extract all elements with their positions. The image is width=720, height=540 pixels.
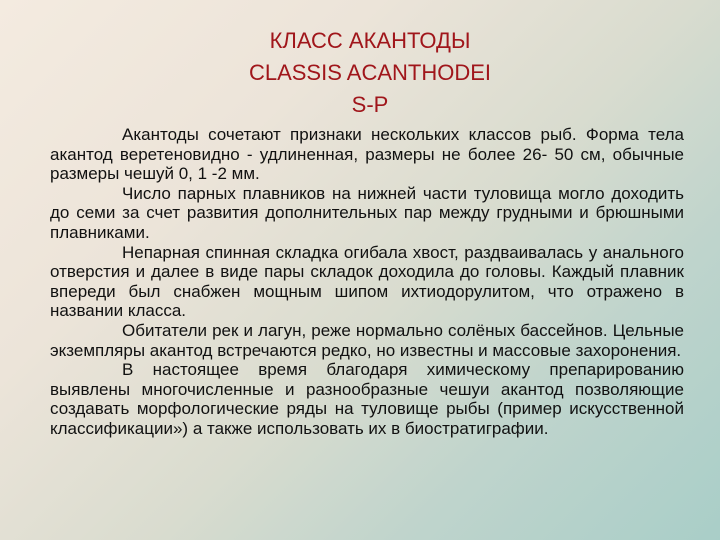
- slide-title: КЛАСС АКАНТОДЫ: [269, 28, 471, 53]
- paragraph-paired-fins: Число парных плавников на нижней части туловища могло доходить до семи за счет развития дополнительных пар между грудными и брюшными плавниками.: [50, 183, 684, 242]
- slide-body: [50, 125, 684, 439]
- paragraph-habitat: Обитатели рек и лагун, реже нормально солёных бассейнов. Цельные экземпляры акантод встречаются редко, но известны и массовые захоронения.: [50, 320, 684, 360]
- slide-subtitle-period: S-P: [351, 92, 389, 117]
- paragraph-general: Акантоды сочетают признаки нескольких классов рыб. Форма тела акантод веретеновидно - удлиненная, размеры не более 26- 50 см, обычные размеры чешуй 0, 1 -2 мм.: [50, 125, 684, 184]
- paragraph-research: В настоящее время благодаря химическому препарированию выявлены многочисленные и разнообразные чешуи акантод позволяющие создавать морфологические ряды на туловище рыбы (пример искусственной классификации») а также использовать их в биостратиграфии.: [50, 360, 684, 438]
- slide-subtitle-latin: CLASSIS ACANTHODEI: [248, 60, 492, 85]
- paragraph-dorsal-fold: Непарная спинная складка огибала хвост, раздваивалась у анального отверстия и далее в виде пары складок доходила до головы. Каждый плавник впереди был снабжен мощным шипом ихтиодорулитом, что отражено в названии класса.: [50, 242, 684, 321]
